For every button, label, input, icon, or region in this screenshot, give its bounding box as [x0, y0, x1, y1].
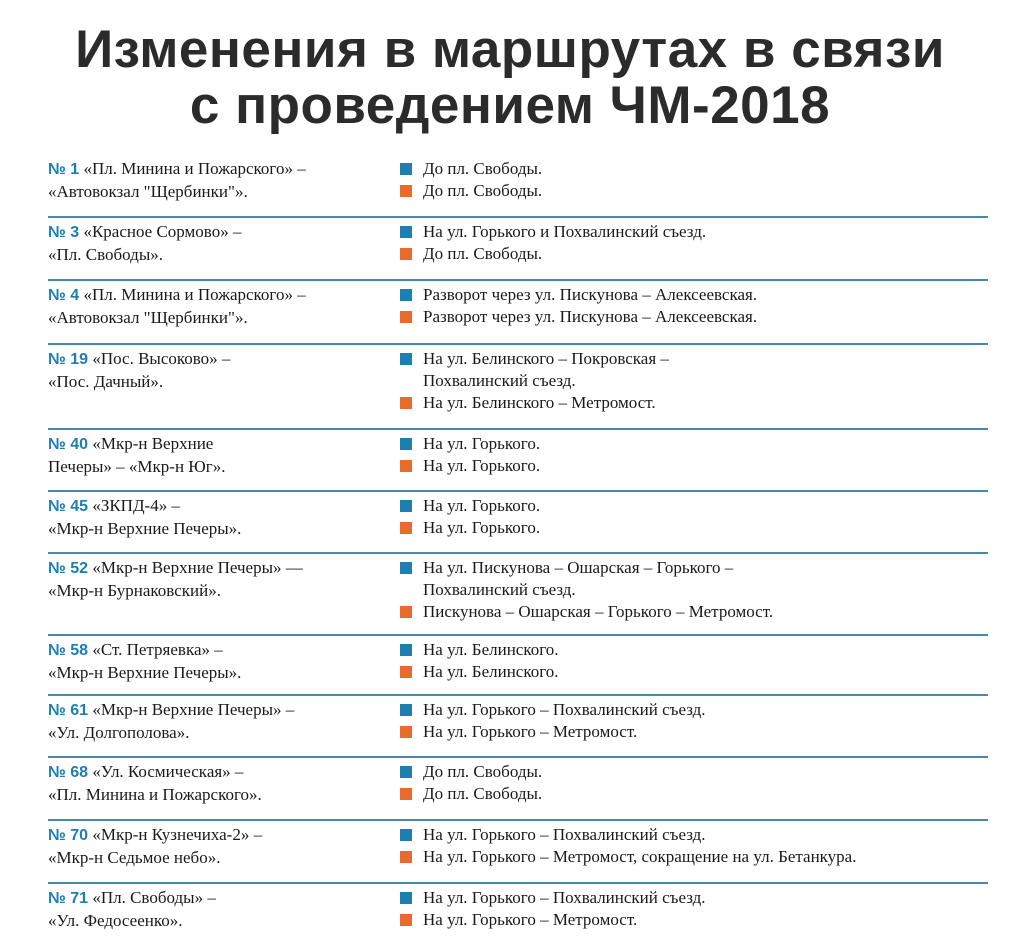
orange-square-icon — [400, 460, 412, 472]
change-text-continuation: Похвалинский съезд. — [423, 580, 576, 599]
orange-square-icon — [400, 397, 412, 409]
route-endpoints-line-1: «Пл. Минина и Пожарского» – — [83, 159, 306, 178]
change-item-direction-1 — [400, 557, 988, 579]
table-row — [48, 492, 988, 554]
change-text: На ул. Белинского – Метромост. — [423, 393, 656, 412]
route-endpoints-line-2: «Мкр-н Верхние Печеры». — [48, 519, 242, 538]
route-number: № 71 — [48, 890, 89, 907]
route-changes — [400, 824, 988, 882]
change-text: На ул. Белинского – Покровская – — [423, 349, 669, 368]
route-endpoints-line-1: «Ст. Петряевка» – — [92, 640, 223, 659]
route-name — [48, 761, 400, 819]
route-endpoints-line-1: «Мкр-н Верхние — [92, 434, 214, 453]
route-changes — [400, 699, 988, 756]
change-item-direction-2 — [400, 180, 988, 202]
change-text: До пл. Свободы. — [423, 244, 543, 263]
change-item-direction-2 — [400, 306, 988, 328]
route-name — [48, 699, 400, 756]
route-number: № 4 — [48, 287, 80, 304]
route-number: № 58 — [48, 642, 89, 659]
route-endpoints-line-2: «Пос. Дачный». — [48, 372, 164, 391]
route-number: № 68 — [48, 764, 89, 781]
change-text-continuation: Похвалинский съезд. — [423, 371, 576, 390]
orange-square-icon — [400, 522, 412, 534]
change-item-direction-1 — [400, 824, 988, 846]
route-number: № 40 — [48, 436, 89, 453]
route-endpoints-line-1: «Красное Сормово» – — [83, 222, 242, 241]
route-endpoints-line-2: «Пл. Свободы». — [48, 245, 163, 264]
orange-square-icon — [400, 185, 412, 197]
change-text: На ул. Белинского. — [423, 662, 559, 681]
blue-square-icon — [400, 163, 412, 175]
route-changes — [400, 158, 988, 216]
change-text: На ул. Горького – Метромост, сокращение на ул. Бетанкура. — [423, 847, 857, 866]
route-number: № 3 — [48, 224, 80, 241]
route-changes — [400, 348, 988, 428]
route-endpoints-line-1: «ЗКПД-4» – — [92, 496, 180, 515]
route-changes — [400, 284, 988, 343]
change-text: На ул. Горького. — [423, 496, 541, 515]
route-name — [48, 348, 400, 428]
table-row — [48, 345, 988, 430]
change-item-direction-1 — [400, 284, 988, 306]
change-item-direction-2 — [400, 661, 988, 683]
route-changes — [400, 557, 988, 634]
blue-square-icon — [400, 892, 412, 904]
change-item-direction-2 — [400, 783, 988, 805]
blue-square-icon — [400, 500, 412, 512]
route-changes — [400, 887, 988, 944]
table-row — [48, 155, 988, 218]
change-item-direction-2 — [400, 243, 988, 265]
table-row — [48, 884, 988, 944]
table-row — [48, 430, 988, 492]
table-row — [48, 758, 988, 821]
route-changes — [400, 761, 988, 819]
change-item-direction-2 — [400, 721, 988, 743]
orange-square-icon — [400, 726, 412, 738]
route-endpoints-line-2: «Ул. Федосеенко». — [48, 911, 183, 930]
blue-square-icon — [400, 226, 412, 238]
table-row — [48, 821, 988, 884]
route-number: № 1 — [48, 161, 80, 178]
blue-square-icon — [400, 644, 412, 656]
blue-square-icon — [400, 766, 412, 778]
table-row — [48, 218, 988, 281]
change-item-direction-2 — [400, 601, 988, 623]
change-text: Разворот через ул. Пискунова – Алексеевская. — [423, 307, 758, 326]
change-item-direction-1 — [400, 639, 988, 661]
route-endpoints-line-1: «Мкр-н Верхние Печеры» – — [92, 700, 295, 719]
change-item-direction-1 — [400, 761, 988, 783]
change-item-direction-1 — [400, 221, 988, 243]
orange-square-icon — [400, 606, 412, 618]
table-row — [48, 636, 988, 696]
route-name — [48, 158, 400, 216]
route-number: № 61 — [48, 702, 89, 719]
change-item-direction-1 — [400, 433, 988, 455]
route-number: № 19 — [48, 351, 89, 368]
change-text: На ул. Горького. — [423, 434, 541, 453]
route-changes — [400, 495, 988, 552]
change-item-direction-2 — [400, 846, 988, 868]
route-name — [48, 284, 400, 343]
route-name — [48, 495, 400, 552]
route-changes — [400, 221, 988, 279]
route-name — [48, 887, 400, 944]
change-text: На ул. Горького. — [423, 518, 541, 537]
route-endpoints-line-1: «Пл. Свободы» – — [92, 888, 216, 907]
change-item-direction-2 — [400, 517, 988, 539]
route-endpoints-line-2: «Ул. Долгополова». — [48, 723, 190, 742]
blue-square-icon — [400, 438, 412, 450]
change-text: На ул. Горького – Похвалинский съезд. — [423, 700, 706, 719]
change-text: На ул. Горького и Похвалинский съезд. — [423, 222, 707, 241]
route-number: № 52 — [48, 560, 89, 577]
change-text: На ул. Белинского. — [423, 640, 559, 659]
change-text: Разворот через ул. Пискунова – Алексеевская. — [423, 285, 758, 304]
change-item-direction-1 — [400, 699, 988, 721]
route-endpoints-line-2: «Мкр-н Бурнаковский». — [48, 581, 221, 600]
table-row — [48, 554, 988, 636]
route-endpoints-line-1: «Мкр-н Кузнечиха-2» – — [92, 825, 263, 844]
route-endpoints-line-2: «Мкр-н Верхние Печеры». — [48, 663, 242, 682]
change-item-direction-1 — [400, 158, 988, 180]
route-name — [48, 824, 400, 882]
route-number: № 70 — [48, 827, 89, 844]
blue-square-icon — [400, 289, 412, 301]
orange-square-icon — [400, 914, 412, 926]
route-endpoints-line-2: «Автовокзал "Щербинки"». — [48, 182, 248, 201]
route-endpoints-line-2: «Пл. Минина и Пожарского». — [48, 785, 262, 804]
route-endpoints-line-1: «Пл. Минина и Пожарского» – — [83, 285, 306, 304]
table-row — [48, 281, 988, 345]
change-text: До пл. Свободы. — [423, 784, 543, 803]
change-text: Пискунова – Ошарская – Горького – Метромост. — [423, 602, 774, 621]
orange-square-icon — [400, 851, 412, 863]
table-row — [48, 696, 988, 758]
route-endpoints-line-2: «Мкр-н Седьмое небо». — [48, 848, 221, 867]
change-item-direction-2 — [400, 455, 988, 477]
route-endpoints-line-1: «Мкр-н Верхние Печеры» — — [92, 558, 303, 577]
route-changes — [400, 433, 988, 490]
orange-square-icon — [400, 311, 412, 323]
change-item-direction-1 — [400, 348, 988, 370]
change-text: До пл. Свободы. — [423, 181, 543, 200]
change-text: На ул. Горького – Похвалинский съезд. — [423, 825, 706, 844]
title-line-2: с проведением ЧМ-2018 — [189, 76, 831, 135]
route-changes — [400, 639, 988, 694]
change-text: На ул. Пискунова – Ошарская – Горького – — [423, 558, 734, 577]
route-endpoints-line-2: Печеры» – «Мкр-н Юг». — [48, 457, 226, 476]
change-text: На ул. Горького – Метромост. — [423, 722, 638, 741]
route-endpoints-line-1: «Пос. Высоково» – — [92, 349, 231, 368]
orange-square-icon — [400, 788, 412, 800]
route-changes-table — [48, 155, 988, 944]
route-number: № 45 — [48, 498, 89, 515]
route-name — [48, 557, 400, 634]
change-text: До пл. Свободы. — [423, 159, 543, 178]
title-line-1: Изменения в маршрутах в связи — [75, 20, 945, 79]
route-name — [48, 221, 400, 279]
route-endpoints-line-2: «Автовокзал "Щербинки"». — [48, 308, 248, 327]
page-title — [0, 22, 1020, 134]
change-text: На ул. Горького – Метромост. — [423, 910, 638, 929]
change-item-direction-2 — [400, 392, 988, 414]
change-item-direction-1 — [400, 887, 988, 909]
blue-square-icon — [400, 562, 412, 574]
orange-square-icon — [400, 248, 412, 260]
blue-square-icon — [400, 829, 412, 841]
blue-square-icon — [400, 353, 412, 365]
change-item-direction-1 — [400, 495, 988, 517]
route-name — [48, 639, 400, 694]
orange-square-icon — [400, 666, 412, 678]
change-text: На ул. Горького – Похвалинский съезд. — [423, 888, 706, 907]
blue-square-icon — [400, 704, 412, 716]
change-text: До пл. Свободы. — [423, 762, 543, 781]
change-text: На ул. Горького. — [423, 456, 541, 475]
route-endpoints-line-1: «Ул. Космическая» – — [92, 762, 244, 781]
route-name — [48, 433, 400, 490]
